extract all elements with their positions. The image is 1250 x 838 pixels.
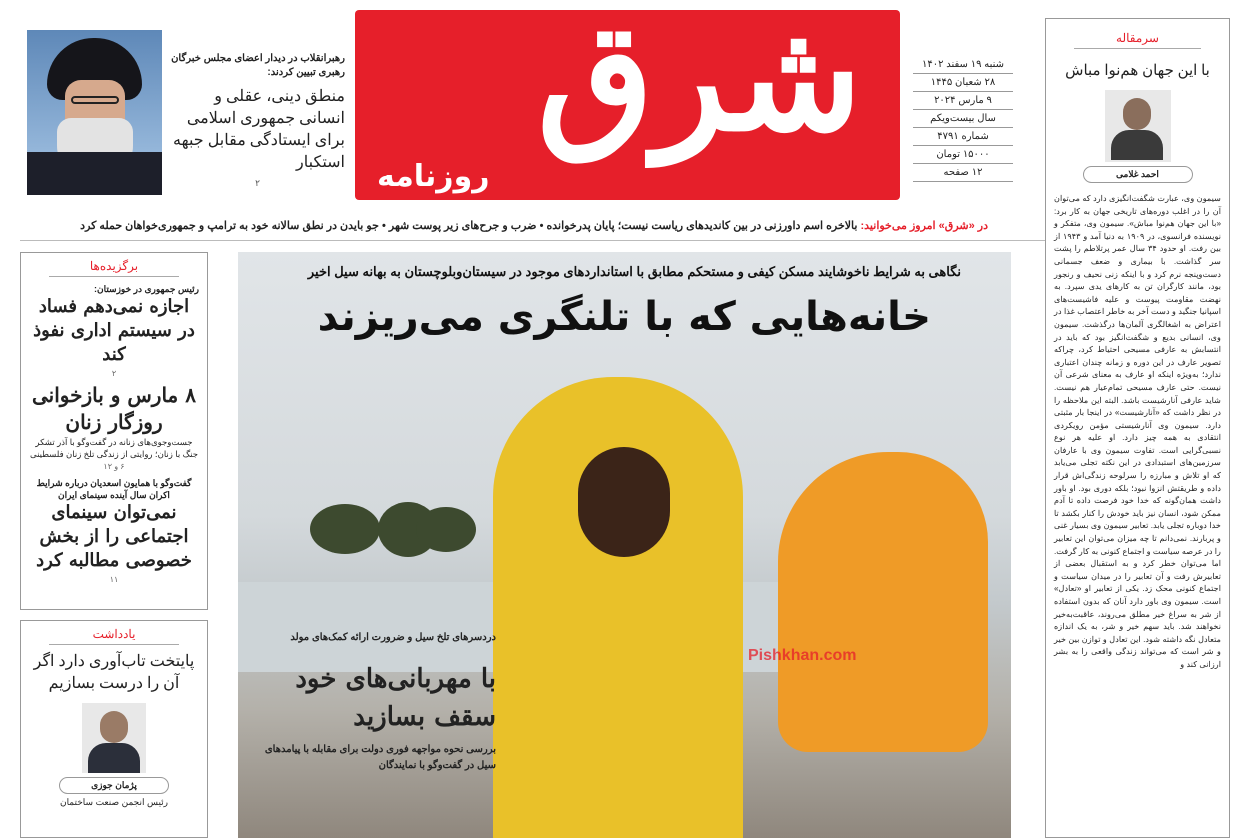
logo-wordmark: شرق: [537, 10, 862, 165]
main-headline[interactable]: خانه‌هایی که با تلنگری می‌ریزند: [317, 294, 931, 340]
main-kicker: نگاهی به شرایط ناخوشایند مسکن کیفی و مستحکم مطابق با استانداردهای موجود در سیستان‌وبلوچستان به بهانه سیل اخیر: [307, 264, 961, 279]
highlights-text: بالاخره اسم داورزنی در بین کاندیدهای ریاست نیست؛ پایان پدرخوانده • ضرب و جرح‌های زیر پوست شهر • جو بایدن در نطق سالانه خود به ترامپ و جمهوری‌خواهان حمله کرد: [80, 220, 858, 232]
lead-kicker: رهبرانقلاب در دیدار اعضای مجلس خبرگان رهبری تبیین کردند:: [171, 53, 345, 78]
child-face: [578, 447, 670, 557]
issue-year: سال بیست‌ویکم: [913, 110, 1013, 128]
logo-subtitle: روزنامه: [377, 159, 490, 194]
story2-headline[interactable]: ۸ مارس و بازخوانی روزگار زنان: [32, 383, 196, 434]
lead-story[interactable]: [170, 52, 345, 189]
second-kicker: دردسرهای تلخ سیل و ضرورت ارائه کمک‌های مولد: [290, 632, 496, 643]
note-author-name: پژمان جوزی: [59, 777, 169, 794]
editorial-author-name: احمد غلامی: [1083, 166, 1193, 183]
highlights-label: در «شرق» امروز می‌خوانید:: [860, 220, 988, 232]
editorial-author-photo: [1105, 90, 1171, 162]
issue-date-gregorian: ۹ مارس ۲۰۲۴: [913, 92, 1013, 110]
issue-pages: ۱۲ صفحه: [913, 164, 1013, 182]
note-headline[interactable]: پایتخت تاب‌آوری دارد اگر آن را درست بسازیم: [33, 653, 195, 692]
issue-number: شماره ۴۷۹۱: [913, 128, 1013, 146]
issue-price: ۱۵۰۰۰ تومان: [913, 146, 1013, 164]
note-box: [20, 620, 208, 838]
issue-info: [913, 56, 1013, 182]
second-headline[interactable]: با مهربانی‌های خود سقف بسازید: [295, 664, 496, 732]
section-selected: برگزیده‌ها: [49, 259, 179, 277]
editorial-box: [1045, 18, 1230, 838]
story3-kicker: گفت‌وگو با همایون اسعدیان درباره شرایط اکران سال آینده سینمای ایران: [36, 478, 192, 500]
editorial-body: سیمون وی، عبارت شگفت‌انگیزی دارد که می‌توان آن را در اغلب دوره‌های تاریخی جهان به کار برد: «با این جهان هم‌نوا مباش». سیمون وی، متفکر و نویسنده فرانسوی، در ۱۹۰۹ به دنیا آمد و ۱۹۴۳ از بین رفت. او حدود ۳۴ سال عمر پرتلاطم را پشت سر گذاشت. با بیماری و ضعف جسمانی دست‌وپنجه نرم کرد و با اینکه زنی نحیف و رنجور بود، مانند کارگران تن به کارهای یدی سپرد. به نهضت مقاومت پیوست و علیه فاشیست‌های اسپانیا جنگید و دست آخر به خاطر اعتصاب غذا در اعتراض به اشغالگری آلمان‌ها درگذشت. سیمون وی، انسانی بدیع و شگفت‌انگیز بود که باید در انتسابش به عارفی مسیحی احتیاط کرد، چراکه تصویر عارف در این دوره و زمانه چندان اعتباری ندارد؛ به‌ویژه اینکه او عارف به معنای شرعی آن نیست. حتی عارف مسیحی تمام‌عیار هم نیست. شاید عارفی آنارشیست باشد. البته این ملاحظه را در نظر داشت که «آنارشیست» در اینجا بار مثبتی دارد. سیمون وی آنارشیستی مؤمن رویکردی انتقادی به همه چیز دارد. او علیه هر نوع نسبی‌گرایی است. تفاوت سیمون وی با عارفان سرزمین‌های استبدادی در این نکته تجلی می‌یابد که او تلاش و مبارزه را سرلوحه زندگی‌اش قرار داده و طریقتش انزوا نبود؛ بلکه دوری بود. او باور داشت همان‌گونه که خدا خود فرصت داده تا آدم ممکن شود، انسان نیز باید خودش را کنار بکشد تا خدا دوباره تجلی یابد. تعابیر سیمون وی بسیار غنی و پربارند. نمی‌دانم تا چه میزان می‌توان این تعابیر را در عرصه سیاست و اجتماع کنونی به کار گرفت. اما می‌توان خطر کرد و به استقبال بعضی از تعابیرش رفت و آن تعابیر را در میدان سیاست و اجتماع کنونی محک زد. یکی از تعابیر او «تعادل» است. سیمون وی باور دارد آنان که بدون استفاده از شر به سراغ خیر مطلق می‌روند، عاقبت‌به‌خیر نخواهند شد. باید سهم خیر و شر، به یک اندازه متعادل نگه داشته شود. این تعادل و توازن بین خیر و شر است که می‌تواند زندگی واقعی را به بشر ارزانی کند و: [1053, 194, 1221, 669]
section-note: یادداشت: [49, 627, 179, 645]
watermark: Pishkhan.com: [748, 647, 857, 664]
woman-figure: [778, 452, 988, 752]
todays-highlights: [38, 215, 988, 237]
newspaper-logo: [355, 10, 900, 200]
story3-headline[interactable]: نمی‌توان سینمای اجتماعی را از بخش خصوصی مطالبه کرد: [36, 502, 192, 571]
issue-date-persian: شنبه ۱۹ سفند ۱۴۰۲: [913, 56, 1013, 74]
story2-sub: جست‌وجوی‌های زنانه در گفت‌وگو با آذر تشکر جنگ با زنان؛ روایتی از زندگی تلخ زنان فلسطینی: [29, 437, 198, 459]
note-author-title: رئیس انجمن صنعت ساختمان: [59, 797, 169, 807]
story3-page-ref: ۱۱: [109, 575, 119, 584]
story1-page-ref: ۲: [111, 369, 117, 378]
lead-page-ref: ۲: [255, 178, 260, 188]
note-author-photo: [82, 703, 146, 773]
child-figure: [493, 377, 743, 838]
lead-headline: منطق دینی، عقلی و انسانی جمهوری اسلامی برای ایستادگی مقابل جبهه استکبار: [173, 88, 345, 171]
editorial-headline[interactable]: با این جهان هم‌نوا مباش: [1065, 63, 1210, 79]
section-editorial: سرمقاله: [1074, 31, 1201, 49]
second-sub: بررسی نحوه مواجهه فوری دولت برای مقابله با پیامدهای سیل در گفت‌وگو با نمایندگان: [264, 744, 496, 771]
leader-portrait: [27, 30, 162, 195]
story1-kicker: رئیس جمهوری در خوزستان:: [93, 284, 199, 294]
selected-stories-box: [20, 252, 208, 610]
story1-headline[interactable]: اجازه نمی‌دهم فساد در سیستم اداری نفوذ کند: [33, 296, 195, 365]
main-photo-story[interactable]: [238, 252, 1011, 838]
issue-date-hijri: ۲۸ شعبان ۱۴۴۵: [913, 74, 1013, 92]
story2-page-ref: ۶ و ۱۲: [103, 462, 125, 471]
